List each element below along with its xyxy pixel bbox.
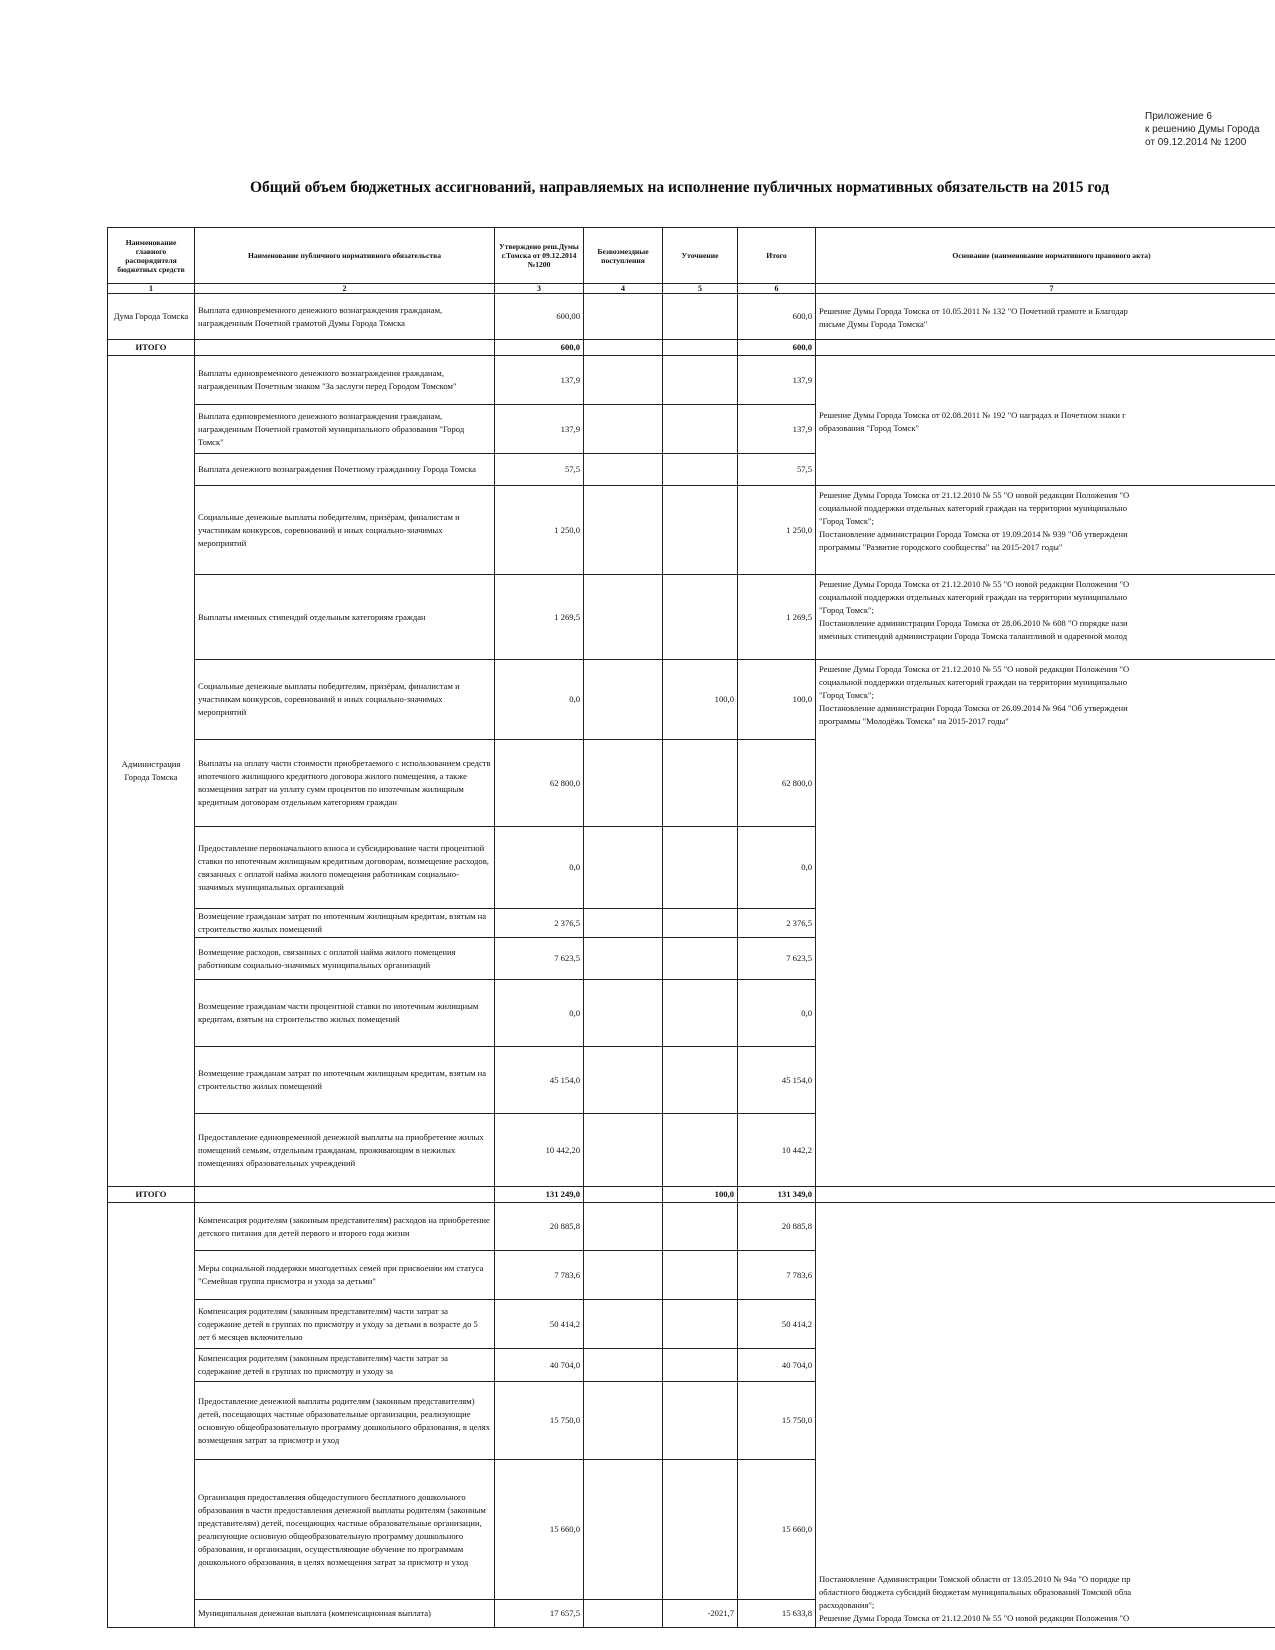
index-cell: 4: [584, 284, 663, 294]
approved-cell: 57,5: [495, 454, 584, 486]
subtotal-label: ИТОГО: [108, 340, 195, 356]
basis-line: Постановление администрации Города Томска от 28.06.2010 № 608 "О порядке нази: [819, 618, 1128, 628]
approved-cell: 15 750,0: [495, 1382, 584, 1460]
index-cell: 2: [195, 284, 495, 294]
clarification-cell: [663, 575, 738, 660]
gratuitous-cell: [584, 1382, 663, 1460]
clarification-cell: [663, 294, 738, 340]
basis-line: Решение Думы Города Томска от 10.05.2011 № 132 "О Почетной грамоте и Благодар: [819, 305, 1128, 316]
basis-line: Решение Думы Города Томска от 21.12.2010 № 55 "О новой редакции Положения "О: [819, 579, 1130, 589]
table-row: [108, 356, 1275, 405]
gratuitous-cell: [584, 909, 663, 938]
index-cell: 1: [108, 284, 195, 294]
total-cell: 2 376,5: [738, 909, 816, 938]
table-row: [108, 294, 1275, 340]
total-cell: 0,0: [738, 980, 816, 1047]
basis-cell: [816, 356, 1275, 486]
obligation-cell: Возмещение гражданам затрат по ипотечным жилищным кредитам, взятым на строительство жилых помещений: [195, 909, 495, 938]
total-cell: 7 623,5: [738, 938, 816, 980]
empty-cell: [584, 340, 663, 356]
basis-line: "Город Томск";: [819, 690, 874, 700]
basis-line: Решение Думы Города Томска от 21.12.2010 № 55 "О новой редакции Положения "О: [819, 1613, 1130, 1623]
total-cell: 1 250,0: [738, 486, 816, 575]
approved-cell: 2 376,5: [495, 909, 584, 938]
header-approved: Утверждено реш.Думы г.Томска от 09.12.2014 №1200: [495, 228, 584, 284]
gratuitous-cell: [584, 1251, 663, 1300]
approved-cell: 1 250,0: [495, 486, 584, 575]
basis-cell: [816, 660, 1275, 1187]
index-row: [108, 284, 1275, 294]
basis-line: Постановление Администрации Томской области от 13.05.2010 № 94а "О порядке пр: [819, 1574, 1131, 1584]
document-title: Общий объем бюджетных ассигнований, направляемых на исполнение публичных нормативных обязательств на 2015 год: [250, 179, 1110, 196]
obligation-cell: Компенсация родителям (законным представителям) расходов на приобретение детского питания для детей первого и второго года жизни: [195, 1203, 495, 1251]
obligation-cell: Предоставление единовременной денежной выплаты на приобретение жилых помещений семьям, отдельным гражданам, проживающим в нежилых помещениях образовательных учреждений: [195, 1114, 495, 1187]
obligation-cell: Муниципальная денежная выплата (компенсационная выплата): [195, 1600, 495, 1628]
approved-cell: 40 704,0: [495, 1349, 584, 1382]
total-cell: 10 442,2: [738, 1114, 816, 1187]
basis-line: Постановление администрации Города Томска от 19.09.2014 № 939 "Об утверждени: [819, 529, 1128, 539]
obligation-cell: Предоставление денежной выплаты родителям (законным представителям) детей, посещающих частные образовательные организации, реализующие основную общеобразовательную программу дошкольного образования, в целях возмещения затрат за присмотр и уход: [195, 1382, 495, 1460]
manager-cell: [108, 1203, 195, 1628]
index-cell: 3: [495, 284, 584, 294]
approved-cell: 7 623,5: [495, 938, 584, 980]
manager-cell: Администрация Города Томска: [108, 356, 195, 1187]
annex-line-2: к решению Думы Города: [1145, 124, 1260, 135]
obligation-cell: Выплаты именных стипендий отдельным категориям граждан: [195, 575, 495, 660]
approved-cell: 17 657,5: [495, 1600, 584, 1628]
header-total: Итого: [738, 228, 816, 284]
clarification-cell: [663, 1251, 738, 1300]
obligation-cell: Выплаты единовременного денежного вознаграждения гражданам, награжденным Почетным знаком "За заслуги перед Городом Томском": [195, 356, 495, 405]
index-cell: 7: [816, 284, 1275, 294]
basis-line: Решение Думы Города Томска от 02.08.2011 № 192 "О наградах и Почетном знаки г: [819, 409, 1126, 420]
gratuitous-cell: [584, 486, 663, 575]
gratuitous-cell: [584, 1300, 663, 1349]
total-cell: 0,0: [738, 827, 816, 909]
obligation-cell: Организация предоставления общедоступного бесплатного дошкольного образования в части предоставления денежной выплаты родителям (законным представителям) детей, посещающих частные образовательные организации, реализующие основную общеобразовательную программу дошкольного образования, и организации, осуществляющие обучение по программам дошкольного образования, в целях возмещения затрат за присмотр и уход: [195, 1460, 495, 1600]
header-gratuitous: Безвозмездные поступления: [584, 228, 663, 284]
annex-reference: [1145, 110, 1260, 149]
obligation-cell: Возмещение гражданам затрат по ипотечным жилищным кредитам, взятым на строительство жилых помещений: [195, 1047, 495, 1114]
approved-cell: 45 154,0: [495, 1047, 584, 1114]
obligation-cell: Социальные денежные выплаты победителям, призёрам, финалистам и участникам конкурсов, соревнований и иных социально-значимых мероприятий: [195, 486, 495, 575]
gratuitous-cell: [584, 740, 663, 827]
total-cell: 15 750,0: [738, 1382, 816, 1460]
clarification-cell: [663, 1047, 738, 1114]
approved-cell: 0,0: [495, 980, 584, 1047]
basis-line: программы "Развитие городского сообщества" на 2015-2017 годы": [819, 542, 1063, 552]
basis-line: социальной поддержки отдельных категорий граждан на территории муниципально: [819, 677, 1128, 687]
empty-cell: [195, 340, 495, 356]
approved-cell: 15 660,0: [495, 1460, 584, 1600]
total-cell: 40 704,0: [738, 1349, 816, 1382]
obligation-cell: Возмещение расходов, связанных с оплатой найма жилого помещения работникам социально-значимых муниципальных организаций: [195, 938, 495, 980]
approved-cell: 7 783,6: [495, 1251, 584, 1300]
approved-cell: 0,0: [495, 660, 584, 740]
index-cell: 5: [663, 284, 738, 294]
header-clarification: Уточнение: [663, 228, 738, 284]
obligation-cell: Социальные денежные выплаты победителям, призёрам, финалистам и участникам конкурсов, соревнований и иных социально-значимых мероприятий: [195, 660, 495, 740]
clarification-cell: [663, 980, 738, 1047]
basis-line: образования "Город Томск": [819, 422, 920, 433]
basis-cell: [816, 575, 1275, 660]
clarification-cell: -2021,7: [663, 1600, 738, 1628]
basis-line: письме Думы Города Томска": [819, 318, 928, 329]
gratuitous-cell: [584, 405, 663, 454]
total-cell: 50 414,2: [738, 1300, 816, 1349]
gratuitous-cell: [584, 575, 663, 660]
header-manager: Наименование главного распорядителя бюджетных средств: [108, 228, 195, 284]
clarification-cell: [663, 1300, 738, 1349]
obligation-cell: Выплаты на оплату части стоимости приобретаемого с использованием средств ипотечного жилищного кредитного договора жилого помещения, а также возмещения затрат на уплату сумм процентов по ипотечным жилищным кредитным договорам отдельным категориям граждан: [195, 740, 495, 827]
total-cell: 45 154,0: [738, 1047, 816, 1114]
subtotal-approved: 600,0: [495, 340, 584, 356]
clarification-cell: [663, 827, 738, 909]
clarification-cell: [663, 356, 738, 405]
gratuitous-cell: [584, 454, 663, 486]
clarification-cell: [663, 1114, 738, 1187]
basis-line: "Город Томск";: [819, 605, 874, 615]
total-cell: 15 633,8: [738, 1600, 816, 1628]
basis-cell: [816, 294, 1275, 340]
total-cell: 7 783,6: [738, 1251, 816, 1300]
basis-line: Решение Думы Города Томска от 21.12.2010 № 55 "О новой редакции Положения "О: [819, 664, 1130, 674]
basis-line: областного бюджета субсидий бюджетам муниципальных образований Томской обла: [819, 1587, 1132, 1597]
header-obligation: Наименование публичного нормативного обязательства: [195, 228, 495, 284]
clarification-cell: [663, 1349, 738, 1382]
total-cell: 62 800,0: [738, 740, 816, 827]
gratuitous-cell: [584, 1600, 663, 1628]
approved-cell: 50 414,2: [495, 1300, 584, 1349]
approved-cell: 62 800,0: [495, 740, 584, 827]
subtotal-total: 600,0: [738, 340, 816, 356]
obligation-cell: Выплата денежного вознаграждения Почетному гражданину Города Томска: [195, 454, 495, 486]
obligation-cell: Возмещение гражданам части процентной ставки по ипотечным жилищным кредитам, взятым на строительство жилых помещений: [195, 980, 495, 1047]
clarification-cell: [663, 1460, 738, 1600]
subtotal-row: [108, 340, 1275, 356]
gratuitous-cell: [584, 980, 663, 1047]
basis-cell: [816, 486, 1275, 575]
empty-cell: [195, 1187, 495, 1203]
total-cell: 137,9: [738, 405, 816, 454]
total-cell: 600,0: [738, 294, 816, 340]
subtotal-total: 131 349,0: [738, 1187, 816, 1203]
clarification-cell: [663, 740, 738, 827]
basis-line: программы "Молодёжь Томска" на 2015-2017 годы": [819, 716, 1009, 726]
obligation-cell: Компенсация родителям (законным представителям) части затрат за содержание детей в группах по присмотру и уходу за детьми в возрасте до 5 лет 6 месяцев включительно: [195, 1300, 495, 1349]
basis-line: Постановление администрации Города Томска от 26.09.2014 № 964 "Об утверждени: [819, 703, 1128, 713]
annex-line-1: Приложение 6: [1145, 111, 1212, 122]
table-row: [108, 660, 1275, 740]
obligation-cell: Компенсация родителям (законным представителям) части затрат за содержание детей в группах по присмотру и уходу за: [195, 1349, 495, 1382]
clarification-cell: [663, 909, 738, 938]
subtotal-row: [108, 1187, 1275, 1203]
empty-cell: [816, 1187, 1275, 1203]
index-cell: 6: [738, 284, 816, 294]
basis-line: социальной поддержки отдельных категорий граждан на территории муниципально: [819, 592, 1128, 602]
table-row: [108, 575, 1275, 660]
approved-cell: 20 885,8: [495, 1203, 584, 1251]
total-cell: 137,9: [738, 356, 816, 405]
total-cell: 1 269,5: [738, 575, 816, 660]
total-cell: 100,0: [738, 660, 816, 740]
clarification-cell: [663, 405, 738, 454]
gratuitous-cell: [584, 827, 663, 909]
table-row: [108, 486, 1275, 575]
subtotal-clarification: 100,0: [663, 1187, 738, 1203]
total-cell: 57,5: [738, 454, 816, 486]
gratuitous-cell: [584, 1203, 663, 1251]
gratuitous-cell: [584, 938, 663, 980]
empty-cell: [663, 340, 738, 356]
clarification-cell: [663, 454, 738, 486]
approved-cell: 10 442,20: [495, 1114, 584, 1187]
basis-line: социальной поддержки отдельных категорий граждан на территории муниципально: [819, 503, 1128, 513]
gratuitous-cell: [584, 660, 663, 740]
total-cell: 15 660,0: [738, 1460, 816, 1600]
approved-cell: 137,9: [495, 405, 584, 454]
gratuitous-cell: [584, 1460, 663, 1600]
clarification-cell: 100,0: [663, 660, 738, 740]
subtotal-label: ИТОГО: [108, 1187, 195, 1203]
basis-line: "Город Томск";: [819, 516, 874, 526]
basis-cell: [816, 1203, 1275, 1628]
approved-cell: 137,9: [495, 356, 584, 405]
approved-cell: 1 269,5: [495, 575, 584, 660]
clarification-cell: [663, 486, 738, 575]
obligation-cell: Меры социальной поддержки многодетных семей при присвоении им статуса "Семейная группа присмотра и ухода за детьми": [195, 1251, 495, 1300]
obligations-table: [107, 227, 1275, 1628]
basis-line: Решение Думы Города Томска от 21.12.2010 № 55 "О новой редакции Положения "О: [819, 490, 1130, 500]
gratuitous-cell: [584, 356, 663, 405]
clarification-cell: [663, 1382, 738, 1460]
gratuitous-cell: [584, 1349, 663, 1382]
total-cell: 20 885,8: [738, 1203, 816, 1251]
obligation-cell: Выплата единовременного денежного вознаграждения гражданам, награжденным Почетной грамотой муниципального образования "Город Томск": [195, 405, 495, 454]
gratuitous-cell: [584, 1047, 663, 1114]
basis-line: расходования";: [819, 1600, 875, 1610]
table-row: [108, 1203, 1275, 1251]
obligation-cell: Предоставление первоначального взноса и субсидирование части процентной ставки по ипотечным жилищным кредитным договорам, возмещение расходов, связанных с оплатой найма жилого помещения работникам социально-значимых муниципальных организаций: [195, 827, 495, 909]
clarification-cell: [663, 938, 738, 980]
gratuitous-cell: [584, 294, 663, 340]
empty-cell: [584, 1187, 663, 1203]
header-row: [108, 228, 1275, 284]
approved-cell: 600,00: [495, 294, 584, 340]
manager-cell: Дума Города Томска: [108, 294, 195, 340]
approved-cell: 0,0: [495, 827, 584, 909]
basis-line: именных стипендий администрации Города Томска талантливой и одаренной молод: [819, 631, 1128, 641]
clarification-cell: [663, 1203, 738, 1251]
obligation-cell: Выплата единовременного денежного вознаграждения гражданам, награжденным Почетной грамотой Думы Города Томска: [195, 294, 495, 340]
subtotal-approved: 131 249,0: [495, 1187, 584, 1203]
annex-line-3: от 09.12.2014 № 1200: [1145, 137, 1247, 148]
header-basis: Основание (наименование нормативного правового акта): [816, 228, 1275, 284]
empty-cell: [816, 340, 1275, 356]
gratuitous-cell: [584, 1114, 663, 1187]
